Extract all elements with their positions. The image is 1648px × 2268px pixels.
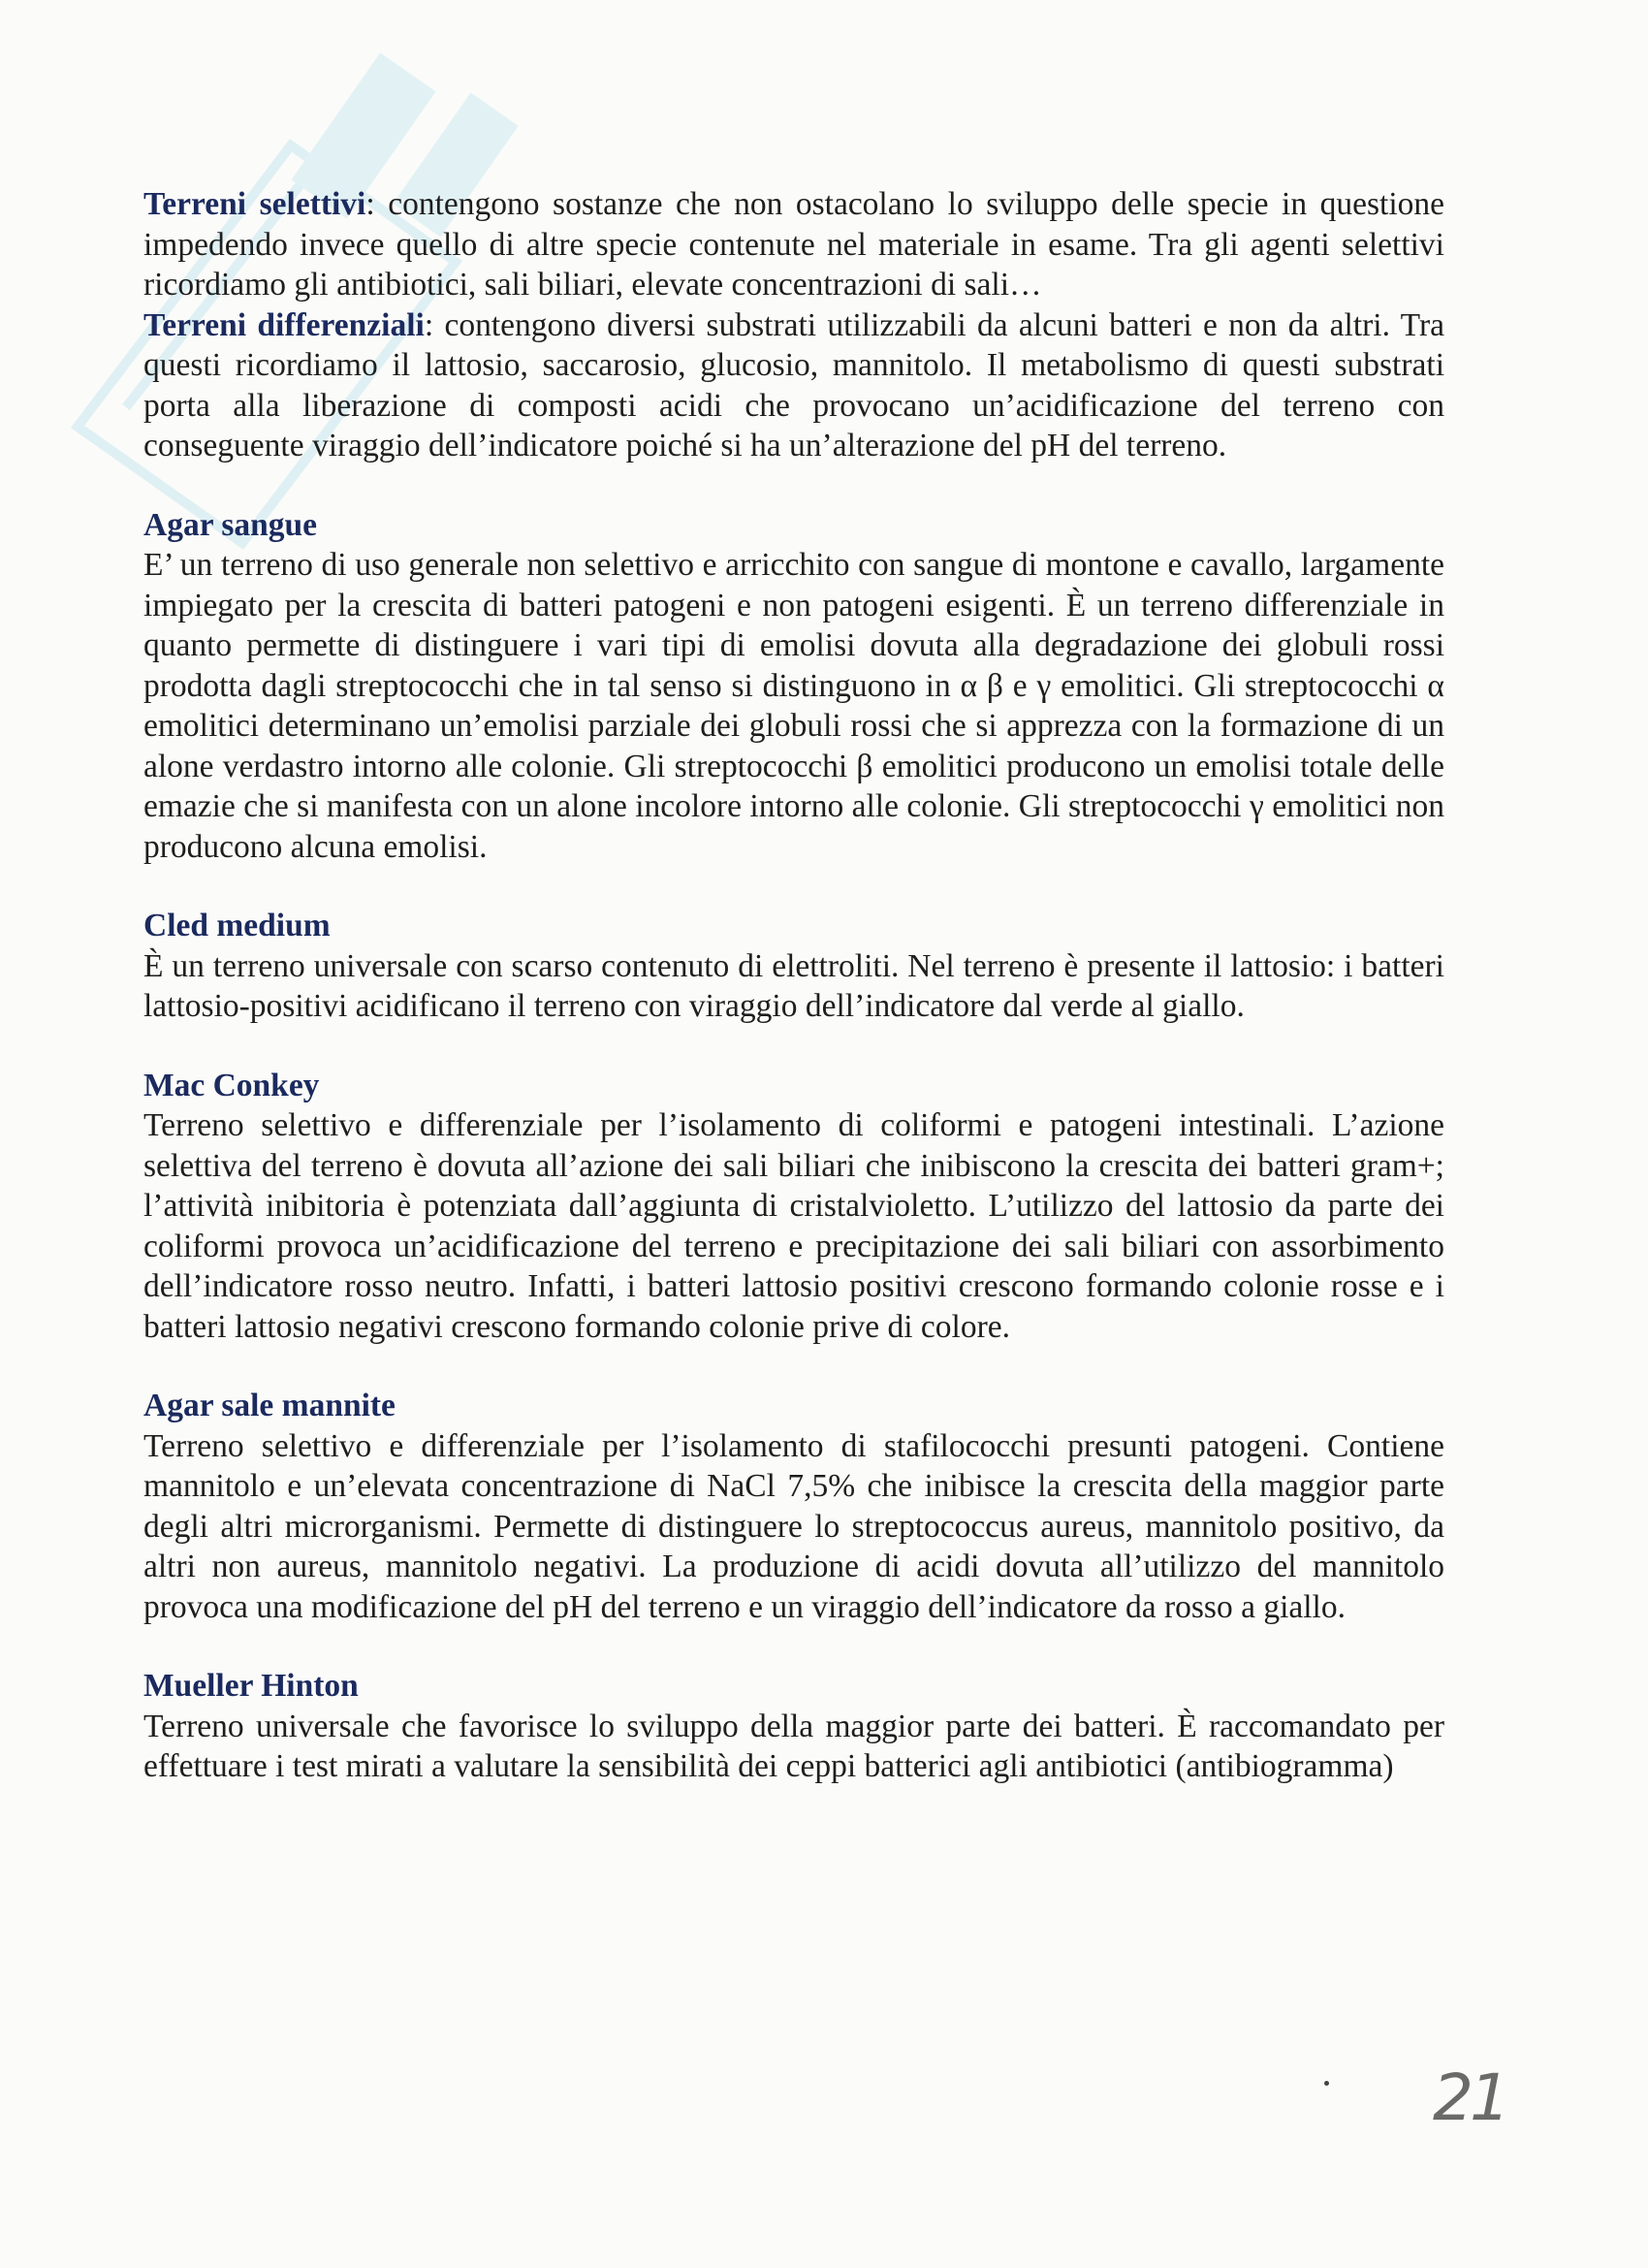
section-text-agar-sangue: E’ un terreno di uso generale non selettivo e arricchito con sangue di montone e cavallo, largamente impiegato per la crescita di batteri patogeni e non patogeni esigenti. È un terreno differenziale in quanto permette di distinguere i vari tipi di emolisi dovuta alla degradazione dei globuli rossi prodotta dagli streptococchi che in tal senso si distinguono in α β e γ emolitici. Gli streptococchi α emolitici determinano un’emolisi parziale dei globuli rossi che si apprezza con la formazione di un alone verdastro intorno alle colonie. Gli streptococchi β emolitici producono un emolisi totale delle emazie che si manifesta con un alone incolore intorno alle colonie. Gli streptococchi γ emolitici non producono alcuna emolisi. bbox=[143, 547, 1444, 865]
section-text-agar-sale-mannite: Terreno selettivo e differenziale per l’isolamento di stafilococchi presunti patogeni. Contiene mannitolo e un’elevata concentrazione di NaCl 7,5% che inibisce la crescita della maggior parte degli altri microrganismi. Permette di distinguere lo streptococcus aureus, mannitolo positivo, da altri non aureus, mannitolo negativi. La produzione di acidi dovuta all’utilizzo del mannitolo provoca una modificazione del pH del terreno e un viraggio dell’indicatore da rosso a giallo. bbox=[143, 1427, 1444, 1625]
section-title-agar-sangue: Agar sangue bbox=[143, 506, 317, 543]
section-title-agar-sale-mannite: Agar sale mannite bbox=[143, 1388, 396, 1423]
intro-differenziali-paragraph bbox=[143, 305, 1444, 466]
section-mueller-hinton bbox=[143, 1666, 1444, 1787]
section-agar-sale-mannite bbox=[143, 1386, 1444, 1627]
section-text-cled-medium: È un terreno universale con scarso contenuto di elettroliti. Nel terreno è presente il lattosio: i batteri lattosio-positivi acidificano il terreno con viraggio dell’indicatore dal verde al giallo. bbox=[143, 947, 1444, 1024]
intro-selettivi-paragraph bbox=[143, 184, 1444, 305]
section-title-cled-medium: Cled medium bbox=[143, 908, 331, 943]
intro-section bbox=[143, 184, 1444, 466]
differenziali-label: Terreni differenziali bbox=[143, 306, 425, 343]
section-title-mac-conkey: Mac Conkey bbox=[143, 1067, 320, 1103]
selettivi-label: Terreni selettivi bbox=[143, 186, 366, 222]
section-cled-medium bbox=[143, 906, 1444, 1027]
selettivi-text: : contengono sostanze che non ostacolano lo sviluppo delle specie in questione impedendo invece quello di altre specie contenute nel materiale in esame. Tra gli agenti selettivi ricordiamo gli antibiotici, sali biliari, elevate concentrazioni di sali… bbox=[143, 186, 1445, 303]
differenziali-text: : contengono diversi substrati utilizzabili da alcuni batteri e non da altri. Tra questi ricordiamo il lattosio, saccarosio, glucosio, mannitolo. Il metabolismo di questi substrati porta alla liberazione di composti acidi che provocano un’acidificazione del terreno con conseguente viraggio dell’indicatore poiché si ha un’alterazione del pH del terreno. bbox=[143, 306, 1444, 463]
document-body bbox=[143, 184, 1444, 1787]
page-number: 21 bbox=[1433, 2060, 1506, 2135]
section-agar-sangue bbox=[143, 505, 1444, 868]
section-text-mueller-hinton: Terreno universale che favorisce lo sviluppo della maggior parte dei batteri. È raccomandato per effettuare i test mirati a valutare la sensibilità dei ceppi batterici agli antibiotici (antibiogramma) bbox=[143, 1708, 1444, 1784]
section-text-mac-conkey: Terreno selettivo e differenziale per l’isolamento di coliformi e patogeni intestinali. L’azione selettiva del terreno è dovuta all’azione dei sali biliari che inibiscono la crescita dei batteri gram+; l’attività inibitoria è potenziata dall’aggiunta di cristalvioletto. L’utilizzo del lattosio da parte dei coliformi provoca un’acidificazione del terreno e precipitazione dei sali biliari con assorbimento dell’indicatore rosso neutro. Infatti, i batteri lattosio positivi crescono formando colonie rosse e i batteri lattosio negativi crescono formando colonie prive di colore. bbox=[143, 1107, 1444, 1345]
scan-speck bbox=[1324, 2081, 1329, 2086]
section-title-mueller-hinton: Mueller Hinton bbox=[143, 1668, 359, 1704]
section-mac-conkey bbox=[143, 1066, 1444, 1348]
